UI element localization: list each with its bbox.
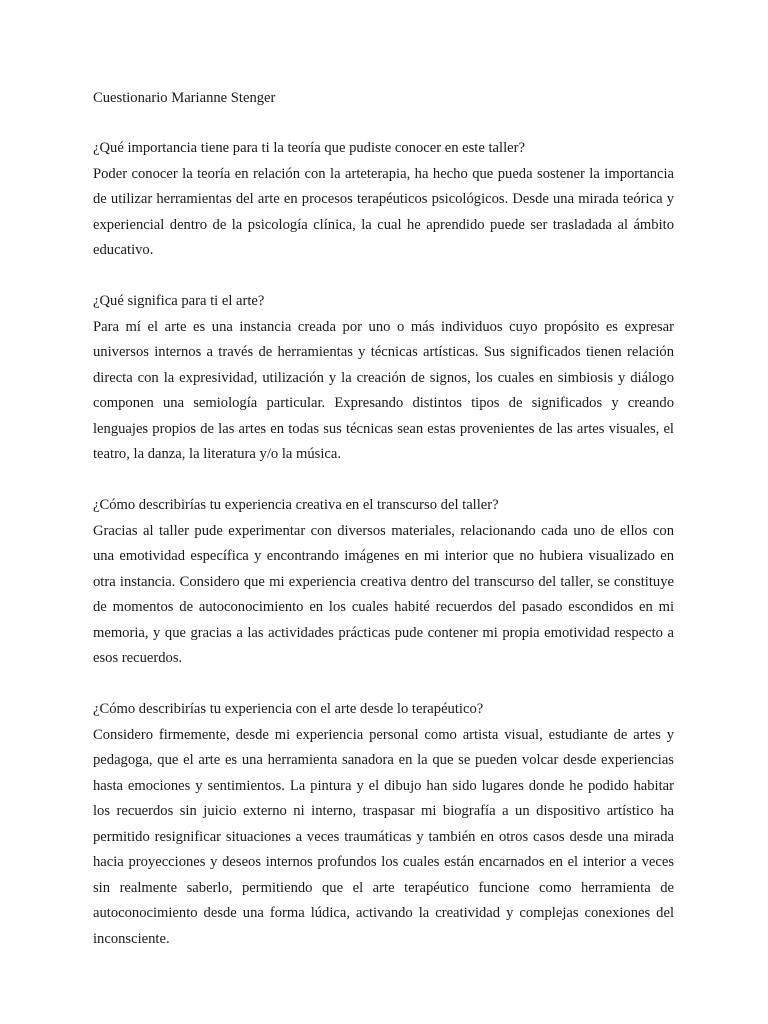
document-body [93, 86, 674, 978]
answer-text: Poder conocer la teoría en relación con la arteterapia, ha hecho que pueda sostener la importancia de utilizar herramientas del arte en procesos terapéuticos psicológicos. Desde una mirada teórica y experiencial dentro de la psicología clínica, la cual he aprendido puede ser trasladada al ámbito educativo. [93, 165, 674, 258]
question-text: ¿Cómo describirías tu experiencia creativa en el transcurso del taller? [93, 497, 499, 513]
qa-section [93, 136, 674, 264]
qa-section [93, 697, 674, 952]
answer-text: Para mí el arte es una instancia creada por uno o más individuos cuyo propósito es expresar universos internos a través de herramientas y técnicas artísticas. Sus significados tienen relación directa con la expresividad, utilización y la creación de signos, los cuales en simbiosis y diálogo componen una semiología particular. Expresando distintos tipos de significados y creando lenguajes propios de las artes en todas sus técnicas sean estas provenientes de las artes visuales, el teatro, la danza, la literatura y/o la música. [93, 318, 674, 462]
qa-section [93, 289, 674, 468]
question-text: ¿Cómo describirías tu experiencia con el arte desde lo terapéutico? [93, 701, 484, 717]
answer-text: Gracias al taller pude experimentar con diversos materiales, relacionando cada uno de ellos con una emotividad específica y encontrando imágenes en mi interior que no hubiera visualizado en otra instancia. Considero que mi experiencia creativa dentro del transcurso del taller, se constituye de momentos de autoconocimiento en los cuales habité recuerdos del pasado escondidos en mi memoria, y que gracias a las actividades prácticas pude contener mi propia emotividad respecto a esos recuerdos. [93, 522, 674, 666]
qa-section [93, 493, 674, 672]
answer-text: Considero firmemente, desde mi experiencia personal como artista visual, estudiante de artes y pedagoga, que el arte es una herramienta sanadora en la que se pueden volcar desde experiencias hasta emociones y sentimientos. La pintura y el dibujo han sido lugares donde he podido habitar los recuerdos sin juicio externo ni interno, traspasar mi biografía a un dispositivo artístico ha permitido resignificar situaciones a veces traumáticas y también en otros casos desde una mirada hacia proyecciones y deseos internos profundos los cuales están encarnados en el interior a veces sin realmente saberlo, permitiendo que el arte terapéutico funcione como herramienta de autoconocimiento desde una forma lúdica, activando la creatividad y complejas conexiones del inconsciente. [93, 726, 674, 947]
question-text: ¿Qué significa para ti el arte? [93, 293, 265, 309]
document-title: Cuestionario Marianne Stenger [93, 90, 276, 106]
question-text: ¿Qué importancia tiene para ti la teoría que pudiste conocer en este taller? [93, 140, 525, 156]
